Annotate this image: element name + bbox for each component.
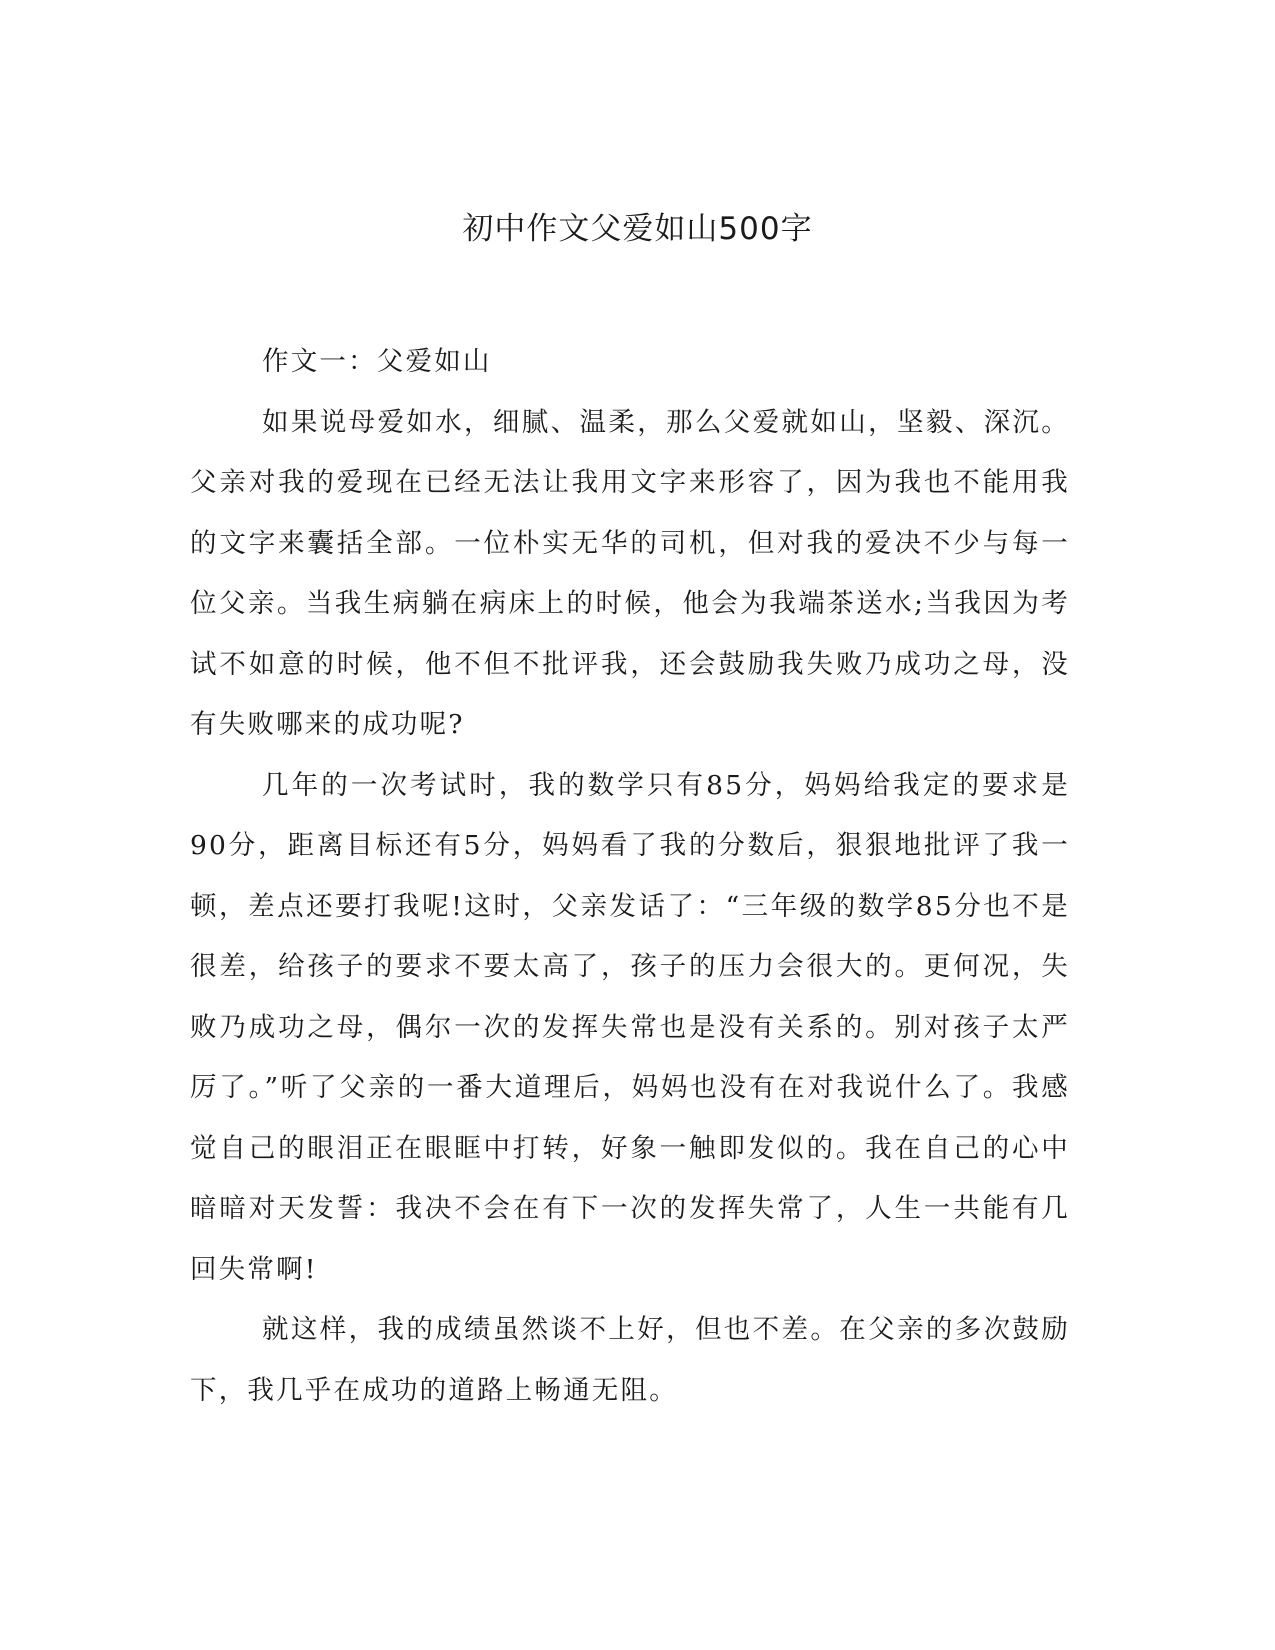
document-body <box>190 332 1070 1421</box>
document-title: 初中作文父爱如山500字 <box>462 211 813 247</box>
paragraph-2: 几年的一次考试时，我的数学只有85分，妈妈给我定的要求是90分，距离目标还有5分，妈妈看了我的分数后，狠狠地批评了我一顿，差点还要打我呢!这时，父亲发话了：“三年级的数学85分也不是很差，给孩子的要求不要太高了，孩子的压力会很大的。更何况，失败乃成功之母，偶尔一次的发挥失常也是没有关系的。别对孩子太严厉了。”听了父亲的一番大道理后，妈妈也没有在对我说什么了。我感觉自己的眼泪正在眼眶中打转，好象一触即发似的。我在自己的心中暗暗对天发誓：我决不会在有下一次的发挥失常了，人生一共能有几回失常啊! <box>190 769 1070 1285</box>
paragraph-1: 如果说母爱如水，细腻、温柔，那么父爱就如山，坚毅、深沉。父亲对我的爱现在已经无法让我用文字来形容了，因为我也不能用我的文字来囊括全部。一位朴实无华的司机，但对我的爱决不少与每一位父亲。当我生病躺在病床上的时候，他会为我端茶送水;当我因为考试不如意的时候，他不但不批评我，还会鼓励我失败乃成功之母，没有失败哪来的成功呢? <box>190 406 1070 740</box>
section-heading: 作文一：父爱如山 <box>262 346 492 377</box>
paragraph-3: 就这样，我的成绩虽然谈不上好，但也不差。在父亲的多次鼓励下，我几乎在成功的道路上畅通无阻。 <box>190 1314 1070 1406</box>
